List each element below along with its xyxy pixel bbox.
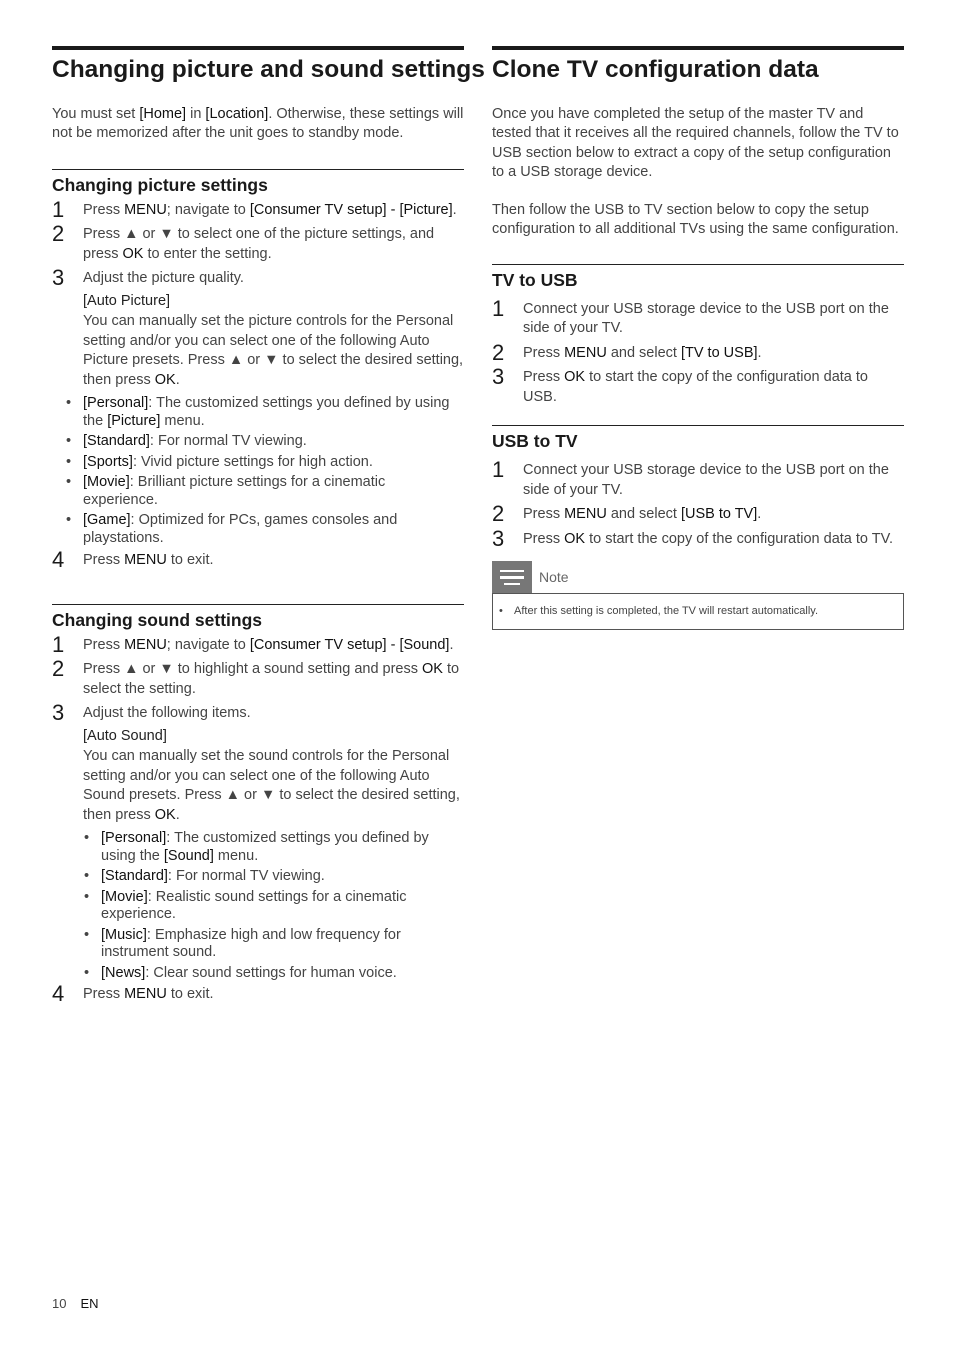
right-column: [492, 46, 904, 630]
sound-settings-section: [52, 604, 464, 1005]
intro-text: Then follow the USB to TV section below to copy the setup configuration to all additional TVs using the same configuration.: [492, 202, 899, 238]
intro-text: You must set [Home] in [Location]. Otherwise, these settings will not be memorized after the unit goes to standby mode.: [52, 106, 464, 142]
page-title-left: Changing picture and sound settings: [52, 46, 464, 85]
step: 1 Connect your USB storage device to the USB port on the side of your TV.: [492, 295, 889, 337]
language-code: EN: [80, 1296, 99, 1311]
note-text: After this setting is completed, the TV will restart automatically.: [514, 605, 819, 618]
note-header: [492, 561, 904, 593]
sub-title: [Auto Sound]: [83, 727, 167, 744]
step: 2 Press ▲ or ▼ to select one of the picture settings, and press OK to enter the setting.: [52, 221, 435, 262]
step: 1 Connect your USB storage device to the USB port on the side of your TV.: [492, 457, 889, 498]
tv-to-usb-section: [492, 264, 904, 408]
usb-to-tv-section: [492, 425, 904, 630]
note-label: Note: [539, 569, 569, 586]
left-column: [52, 46, 485, 1010]
list-item: • [Sports]: Vivid picture settings for high action.: [66, 453, 373, 470]
step: 2 Press MENU and select [USB to TV].: [492, 501, 762, 527]
step: 3 Press OK to start the copy of the configuration data to USB.: [492, 364, 868, 405]
step: 3 Adjust the picture quality. [Auto Picture] You can manually set the picture controls for the Personal setting and/or you can select one of the following Auto Picture presets. Press ▲ or ▼ to select the desired setting, then press OK.: [52, 269, 464, 390]
step: 1 Press MENU; navigate to [Consumer TV setup] - [Sound].: [52, 631, 454, 657]
step: 2 Press MENU and select [TV to USB].: [492, 339, 762, 365]
picture-settings-section: [52, 169, 464, 571]
sub-description: You can manually set the sound controls for the Personal setting and/or you can select one of the following Auto Sound presets. Press ▲ or ▼ to select the desired setting, then press OK.: [83, 748, 460, 823]
page-number: 10: [52, 1296, 67, 1311]
list-item: • [Music]: Emphasize high and low frequency for instrument sound.: [84, 926, 401, 961]
list-item: • [Standard]: For normal TV viewing.: [84, 868, 325, 885]
list-item: • [Standard]: For normal TV viewing.: [66, 433, 307, 450]
step: 4 Press MENU to exit.: [52, 547, 214, 573]
sub-description: You can manually set the picture controls for the Personal setting and/or you can select one of the following Auto Picture presets. Press ▲ or ▼ to select the desired setting, then press OK.: [83, 313, 464, 388]
section-heading: TV to USB: [492, 264, 904, 291]
step: 2 Press ▲ or ▼ to highlight a sound setting and press OK to select the setting.: [52, 656, 460, 697]
list-item: • [News]: Clear sound settings for human voice.: [84, 964, 397, 981]
list-item: • [Game]: Optimized for PCs, games consoles and playstations.: [66, 512, 398, 546]
list-item: • [Movie]: Realistic sound settings for a cinematic experience.: [84, 888, 407, 923]
section-heading: Changing picture settings: [52, 169, 464, 196]
note-icon: [492, 561, 532, 593]
section-heading: Changing sound settings: [52, 604, 464, 631]
picture-options: [52, 395, 464, 547]
page-footer: [52, 1296, 99, 1311]
step: 4 Press MENU to exit.: [52, 981, 214, 1007]
step: 3 Adjust the following items. [Auto Sound] You can manually set the sound controls for the Personal setting and/or you can select one of the following Auto Sound presets. Press ▲ or ▼ to select the desired setting, then press OK.: [52, 704, 464, 825]
sub-title: [Auto Picture]: [83, 292, 171, 309]
note-box: • After this setting is completed, the TV will restart automatically.: [492, 593, 904, 630]
list-item: • [Movie]: Brilliant picture settings for a cinematic experience.: [66, 474, 386, 508]
sound-options: [83, 830, 464, 982]
step: 1 Press MENU; navigate to [Consumer TV setup] - [Picture].: [52, 196, 457, 222]
list-item: • [Personal]: The customized settings you defined by using the [Sound] menu.: [84, 830, 429, 864]
step: 3 Press OK to start the copy of the configuration data to TV.: [492, 525, 893, 551]
page-title-right: Clone TV configuration data: [492, 46, 904, 85]
list-item: • [Personal]: The customized settings you defined by using the [Picture] menu.: [66, 395, 450, 429]
intro-text: Once you have completed the setup of the master TV and tested that it receives all the required channels, follow the TV to USB section below to extract a copy of the setup configuration to a USB storage device.: [492, 106, 899, 180]
section-heading: USB to TV: [492, 425, 904, 452]
